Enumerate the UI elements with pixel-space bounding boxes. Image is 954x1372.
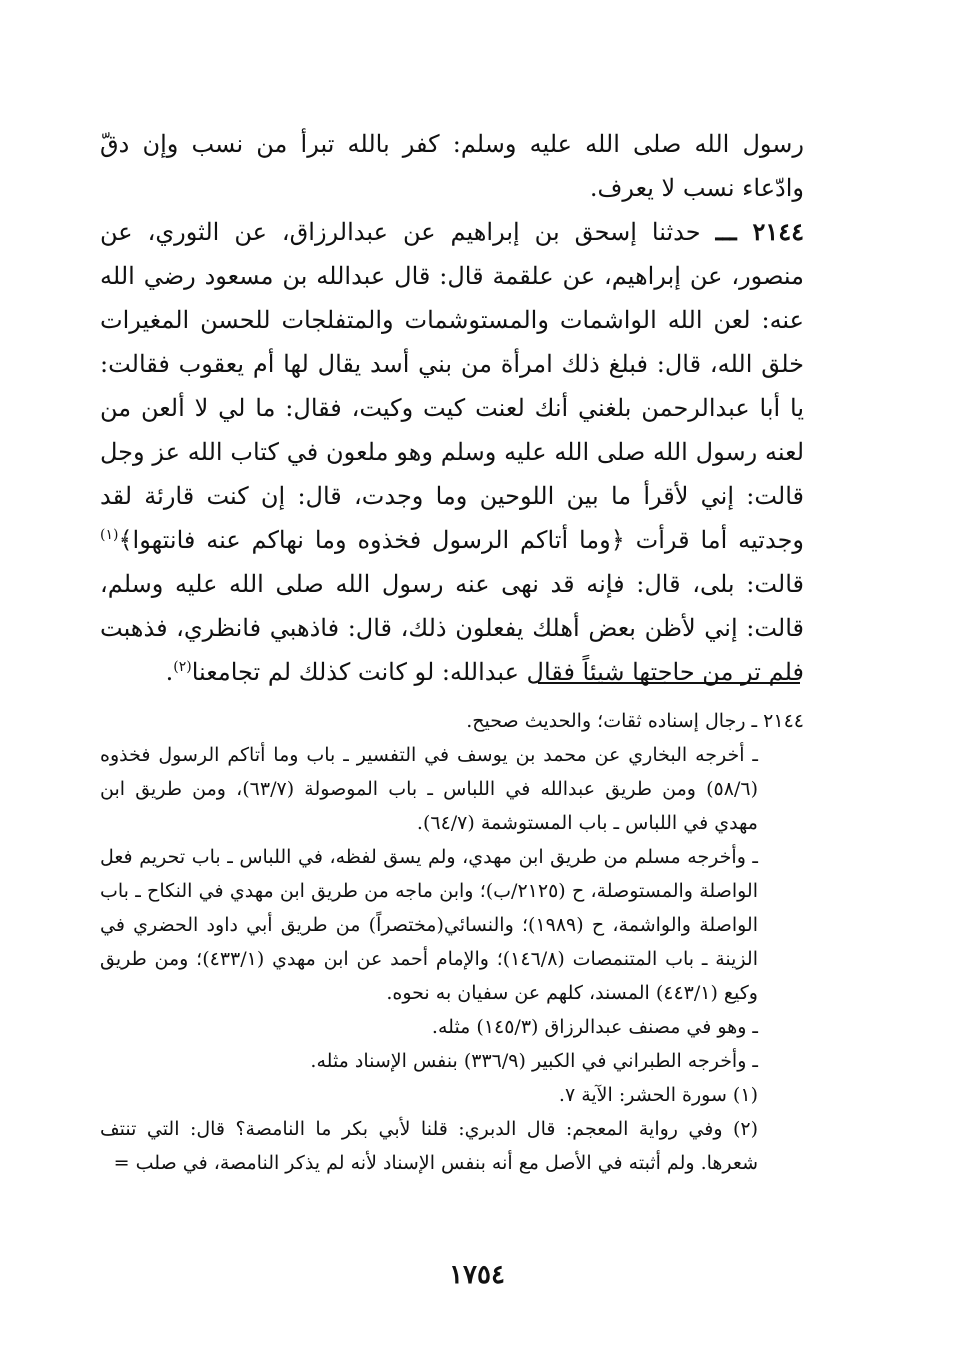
footnote-divider [538,682,800,684]
hadith-paragraph [100,210,804,694]
hadith-text-continued: قالت: بلى، قال: فإنه قد نهى عنه رسول الله صلى الله عليه وسلم، قالت: إني لأظن بعض أهلك يفعلون ذلك، قال: فاذهبي فانظري، فذهبت فلم تر من حاجتها شيئاً فقال عبدالله: لو كانت كذلك لم تجامعنا [100,570,804,686]
footnote-marker-2[interactable]: (٢) [173,659,192,675]
footnote-marker-1[interactable]: (١) [100,527,119,543]
page-number: ١٧٥٤ [449,1260,505,1290]
takhrij-tabarani: ـ وأخرجه الطبراني في الكبير (٣٣٦/٩) بنفس الإسناد مثله. [310,1050,758,1072]
footnotes-section [100,704,804,1180]
takhrij-bukhari: ـ أخرجه البخاري عن محمد بن يوسف في التفسير ـ باب وما أتاكم الرسول فخذوه (٥٨/٦) ومن طريق عبدالله في اللباس ـ باب الموصولة (٦٣/٧)، ومن طريق ابن مهدي في اللباس ـ باب المستوشمة (٦٤/٧). [100,744,758,834]
footnote-2: (٢) وفي رواية المعجم: قال الدبري: قلنا لأبي بكر ما النامصة؟ قال: التي تنتف شعرها. ولم أثبته في الأصل مع أنه بنفس الإسناد لأنه لم يذكر النامصة، في صلب = [100,1118,758,1174]
hadith-text: حدثنا إسحق بن إبراهيم عن عبدالرزاق، عن الثوري، عن منصور، عن إبراهيم، عن علقمة قال: قال عبدالله بن مسعود رضي الله عنه: لعن الله الواشمات والمستوشمات والمتفلجات للحسن المغيرات خلق الله، قال: فبلغ ذلك امرأة من بني أسد يقال لها أم يعقوب فقالت: يا أبا عبدالرحمن بلغني أنك لعنت كيت وكيت، فقال: ما لي لا ألعن من لعنه رسول الله صلى الله عليه وسلم وهو ملعون في كتاب الله عز وجل قالت: إني لأقرأ ما بين اللوحين وما وجدت، قال: إن كنت قارئة لقد وجدتيه أما قرأت ﴿وما أتاكم الرسول فخذوه وما نهاكم عنه فانتهوا﴾ [100,218,804,554]
hadith-number: ٢١٤٤ ـــ [715,217,804,246]
takhrij-abdulrazzaq: ـ وهو في مصنف عبدالرزاق (١٤٥/٣) مثله. [431,1016,758,1038]
hadith-text-end: . [165,658,174,686]
main-text [100,122,804,694]
paragraph-continuation: رسول الله صلى الله عليه وسلم: كفر بالله تبرأ من نسب وإن دقّ وادّعاء نسب لا يعرف. [100,130,804,202]
hadith-grading-note: ٢١٤٤ ـ رجال إسناده ثقات؛ والحديث صحيح. [466,710,804,732]
footnote-1: (١) سورة الحشر: الآية ٧. [558,1084,758,1106]
takhrij-muslim: ـ وأخرجه مسلم من طريق ابن مهدي، ولم يسق لفظه، في اللباس ـ باب تحريم فعل الواصلة والمستوصلة، ح (٢١٢٥/ب)؛ وابن ماجه من طريق ابن مهدي في النكاح ـ باب الواصلة والواشمة، ح (١٩٨٩)؛ والنسائي(مختصراً) من طريق أبي داود الحضري في الزينة ـ باب المتنمصات (١٤٦/٨)؛ والإمام أحمد عن ابن مهدي (٤٣٣/١)؛ ومن طريق وكيع (٤٤٣/١) المسند، كلهم عن سفيان به نحوه. [100,846,758,1004]
